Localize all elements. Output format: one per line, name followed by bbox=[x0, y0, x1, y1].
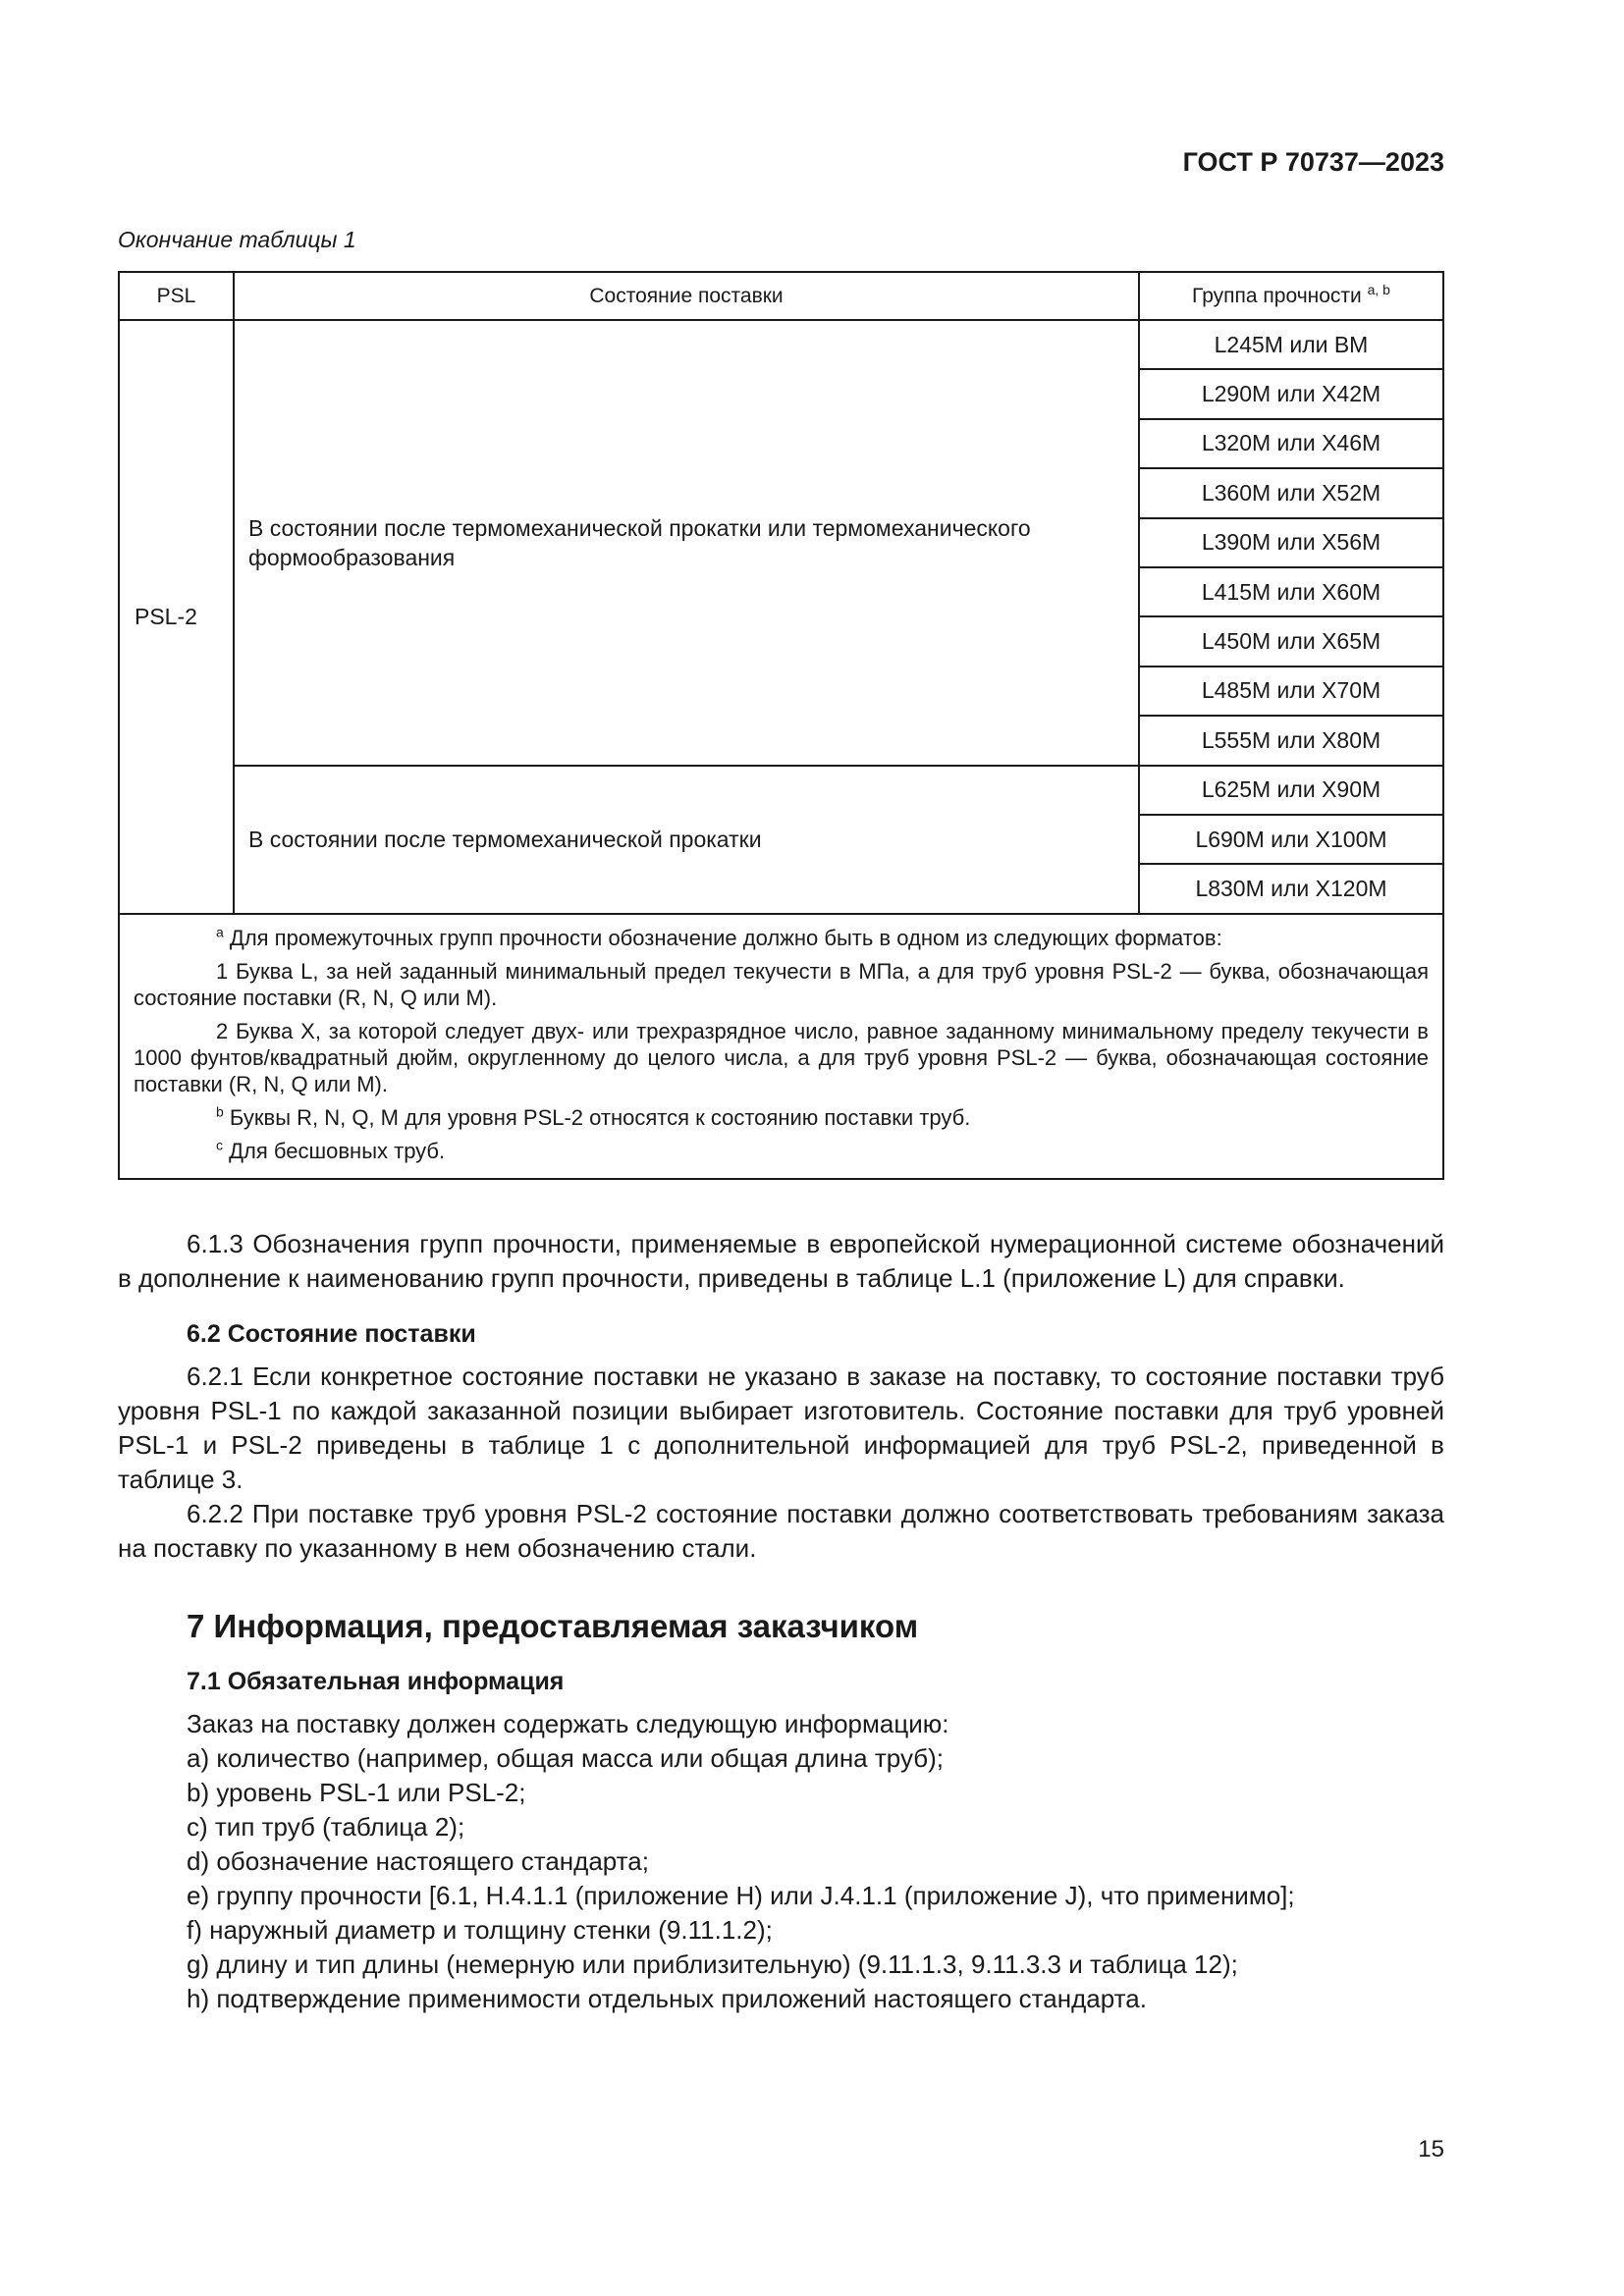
note-b-text: Буквы R, N, Q, M для уровня PSL-2 относятся к состоянию поставки труб. bbox=[229, 1104, 971, 1130]
list-item: b) уровень PSL-1 или PSL-2; bbox=[187, 1778, 526, 1807]
list-item: h) подтверждение применимости отдельных приложений настоящего стандарта. bbox=[187, 1984, 1147, 2013]
page-number: 15 bbox=[1418, 2136, 1444, 2163]
note-a-mark: a bbox=[216, 924, 224, 940]
grade-cell: L415M или X60M bbox=[1139, 567, 1443, 616]
paragraph-6-2-1: 6.2.1 Если конкретное состояние поставки не указано в заказе на поставку, то состояние поставки труб уровня PSL-1 по каждой заказанной позиции выбирает изготовитель. Состояние поставки для труб уровней PSL-1 и PSL-2 приведены в таблице 1 с дополнительной информацией для труб PSL-2, приведенной в таблице 3. bbox=[118, 1362, 1444, 1494]
note-a1: 1 Буква L, за ней заданный минимальный предел текучести в МПа, а для труб уровня PSL-2 — буква, обозначающая состояние поставки (R, N, Q или M). bbox=[134, 958, 1429, 1010]
grade-cell: L450M или X65M bbox=[1139, 616, 1443, 666]
grade-cell: L625M или X90M bbox=[1139, 766, 1443, 815]
grade-cell: L360M или X52M bbox=[1139, 468, 1443, 517]
note-c-text: Для бесшовных труб. bbox=[229, 1138, 446, 1163]
list-item: f) наружный диаметр и толщину стенки (9.11.1.2); bbox=[187, 1915, 773, 1945]
list-item: a) количество (например, общая масса или общая длина труб); bbox=[187, 1743, 945, 1773]
list-intro: Заказ на поставку должен содержать следующую информацию: bbox=[187, 1709, 949, 1738]
note-c bbox=[134, 1138, 1429, 1164]
header-delivery-state: Состояние поставки bbox=[234, 272, 1139, 320]
document-id: ГОСТ Р 70737—2023 bbox=[1182, 147, 1444, 177]
section-heading-7-1: 7.1 Обязательная информация bbox=[187, 1668, 565, 1695]
note-a bbox=[134, 925, 1429, 951]
grade-cell: L485M или X70M bbox=[1139, 667, 1443, 716]
note-a-text: Для промежуточных групп прочности обозначение должно быть в одном из следующих форматов: bbox=[229, 925, 1222, 950]
grade-cell: L390M или X56M bbox=[1139, 518, 1443, 567]
strength-group-table bbox=[118, 271, 1444, 1180]
body-text bbox=[118, 1227, 1444, 2016]
psl-level-cell: PSL-2 bbox=[119, 320, 234, 914]
grade-cell: L290M или X42M bbox=[1139, 369, 1443, 418]
grade-cell: L830M или X120M bbox=[1139, 864, 1443, 913]
header-strength-group-text: Группа прочности bbox=[1192, 284, 1362, 307]
table-row bbox=[119, 320, 1443, 369]
delivery-state-1: В состоянии после термомеханической прокатки или термомеханического формообразования bbox=[234, 320, 1139, 766]
header-psl: PSL bbox=[119, 272, 234, 320]
table-notes-row bbox=[119, 914, 1443, 1179]
list-item: c) тип труб (таблица 2); bbox=[187, 1812, 465, 1842]
grade-cell: L245M или BM bbox=[1139, 320, 1443, 369]
section-heading-7: 7 Информация, предоставляемая заказчиком bbox=[187, 1608, 919, 1644]
header-strength-group bbox=[1139, 272, 1443, 320]
list-item: g) длину и тип длины (немерную или приблизительную) (9.11.1.3, 9.11.3.3 и таблица 12); bbox=[187, 1949, 1238, 1979]
note-c-mark: c bbox=[216, 1137, 223, 1153]
header-footnote-mark: a, b bbox=[1367, 281, 1390, 297]
required-info-list bbox=[187, 1741, 1444, 2016]
table-notes bbox=[119, 914, 1443, 1179]
delivery-state-2: В состоянии после термомеханической прокатки bbox=[234, 766, 1139, 914]
note-b-mark: b bbox=[216, 1103, 224, 1120]
section-heading-6-2: 6.2 Состояние поставки bbox=[187, 1320, 476, 1348]
list-item: d) обозначение настоящего стандарта; bbox=[187, 1846, 649, 1876]
grade-cell: L320M или X46M bbox=[1139, 419, 1443, 468]
grade-cell: L555M или X80M bbox=[1139, 716, 1443, 765]
paragraph-6-2-2: 6.2.2 При поставке труб уровня PSL-2 состояние поставки должно соответствовать требованиям заказа на поставку по указанному в нем обозначению стали. bbox=[118, 1499, 1444, 1563]
list-item: e) группу прочности [6.1, H.4.1.1 (приложение H) или J.4.1.1 (приложение J), что применимо]; bbox=[187, 1881, 1295, 1910]
paragraph-6-1-3: 6.1.3 Обозначения групп прочности, применяемые в европейской нумерационной системе обозначений в дополнение к наименованию групп прочности, приведены в таблице L.1 (приложение L) для справки. bbox=[118, 1229, 1444, 1293]
note-b bbox=[134, 1104, 1429, 1131]
note-a2: 2 Буква X, за которой следует двух- или трехразрядное число, равное заданному минимальному пределу текучести в 1000 фунтов/квадратный дюйм, округленному до целого числа, а для труб уровня PSL-2 — буква, обозначающая состояние поставки (R, N, Q или M). bbox=[134, 1018, 1429, 1096]
table-continuation-label: Окончание таблицы 1 bbox=[118, 227, 356, 252]
table-row bbox=[119, 766, 1443, 815]
grade-cell: L690M или X100M bbox=[1139, 815, 1443, 864]
table-header-row bbox=[119, 272, 1443, 320]
